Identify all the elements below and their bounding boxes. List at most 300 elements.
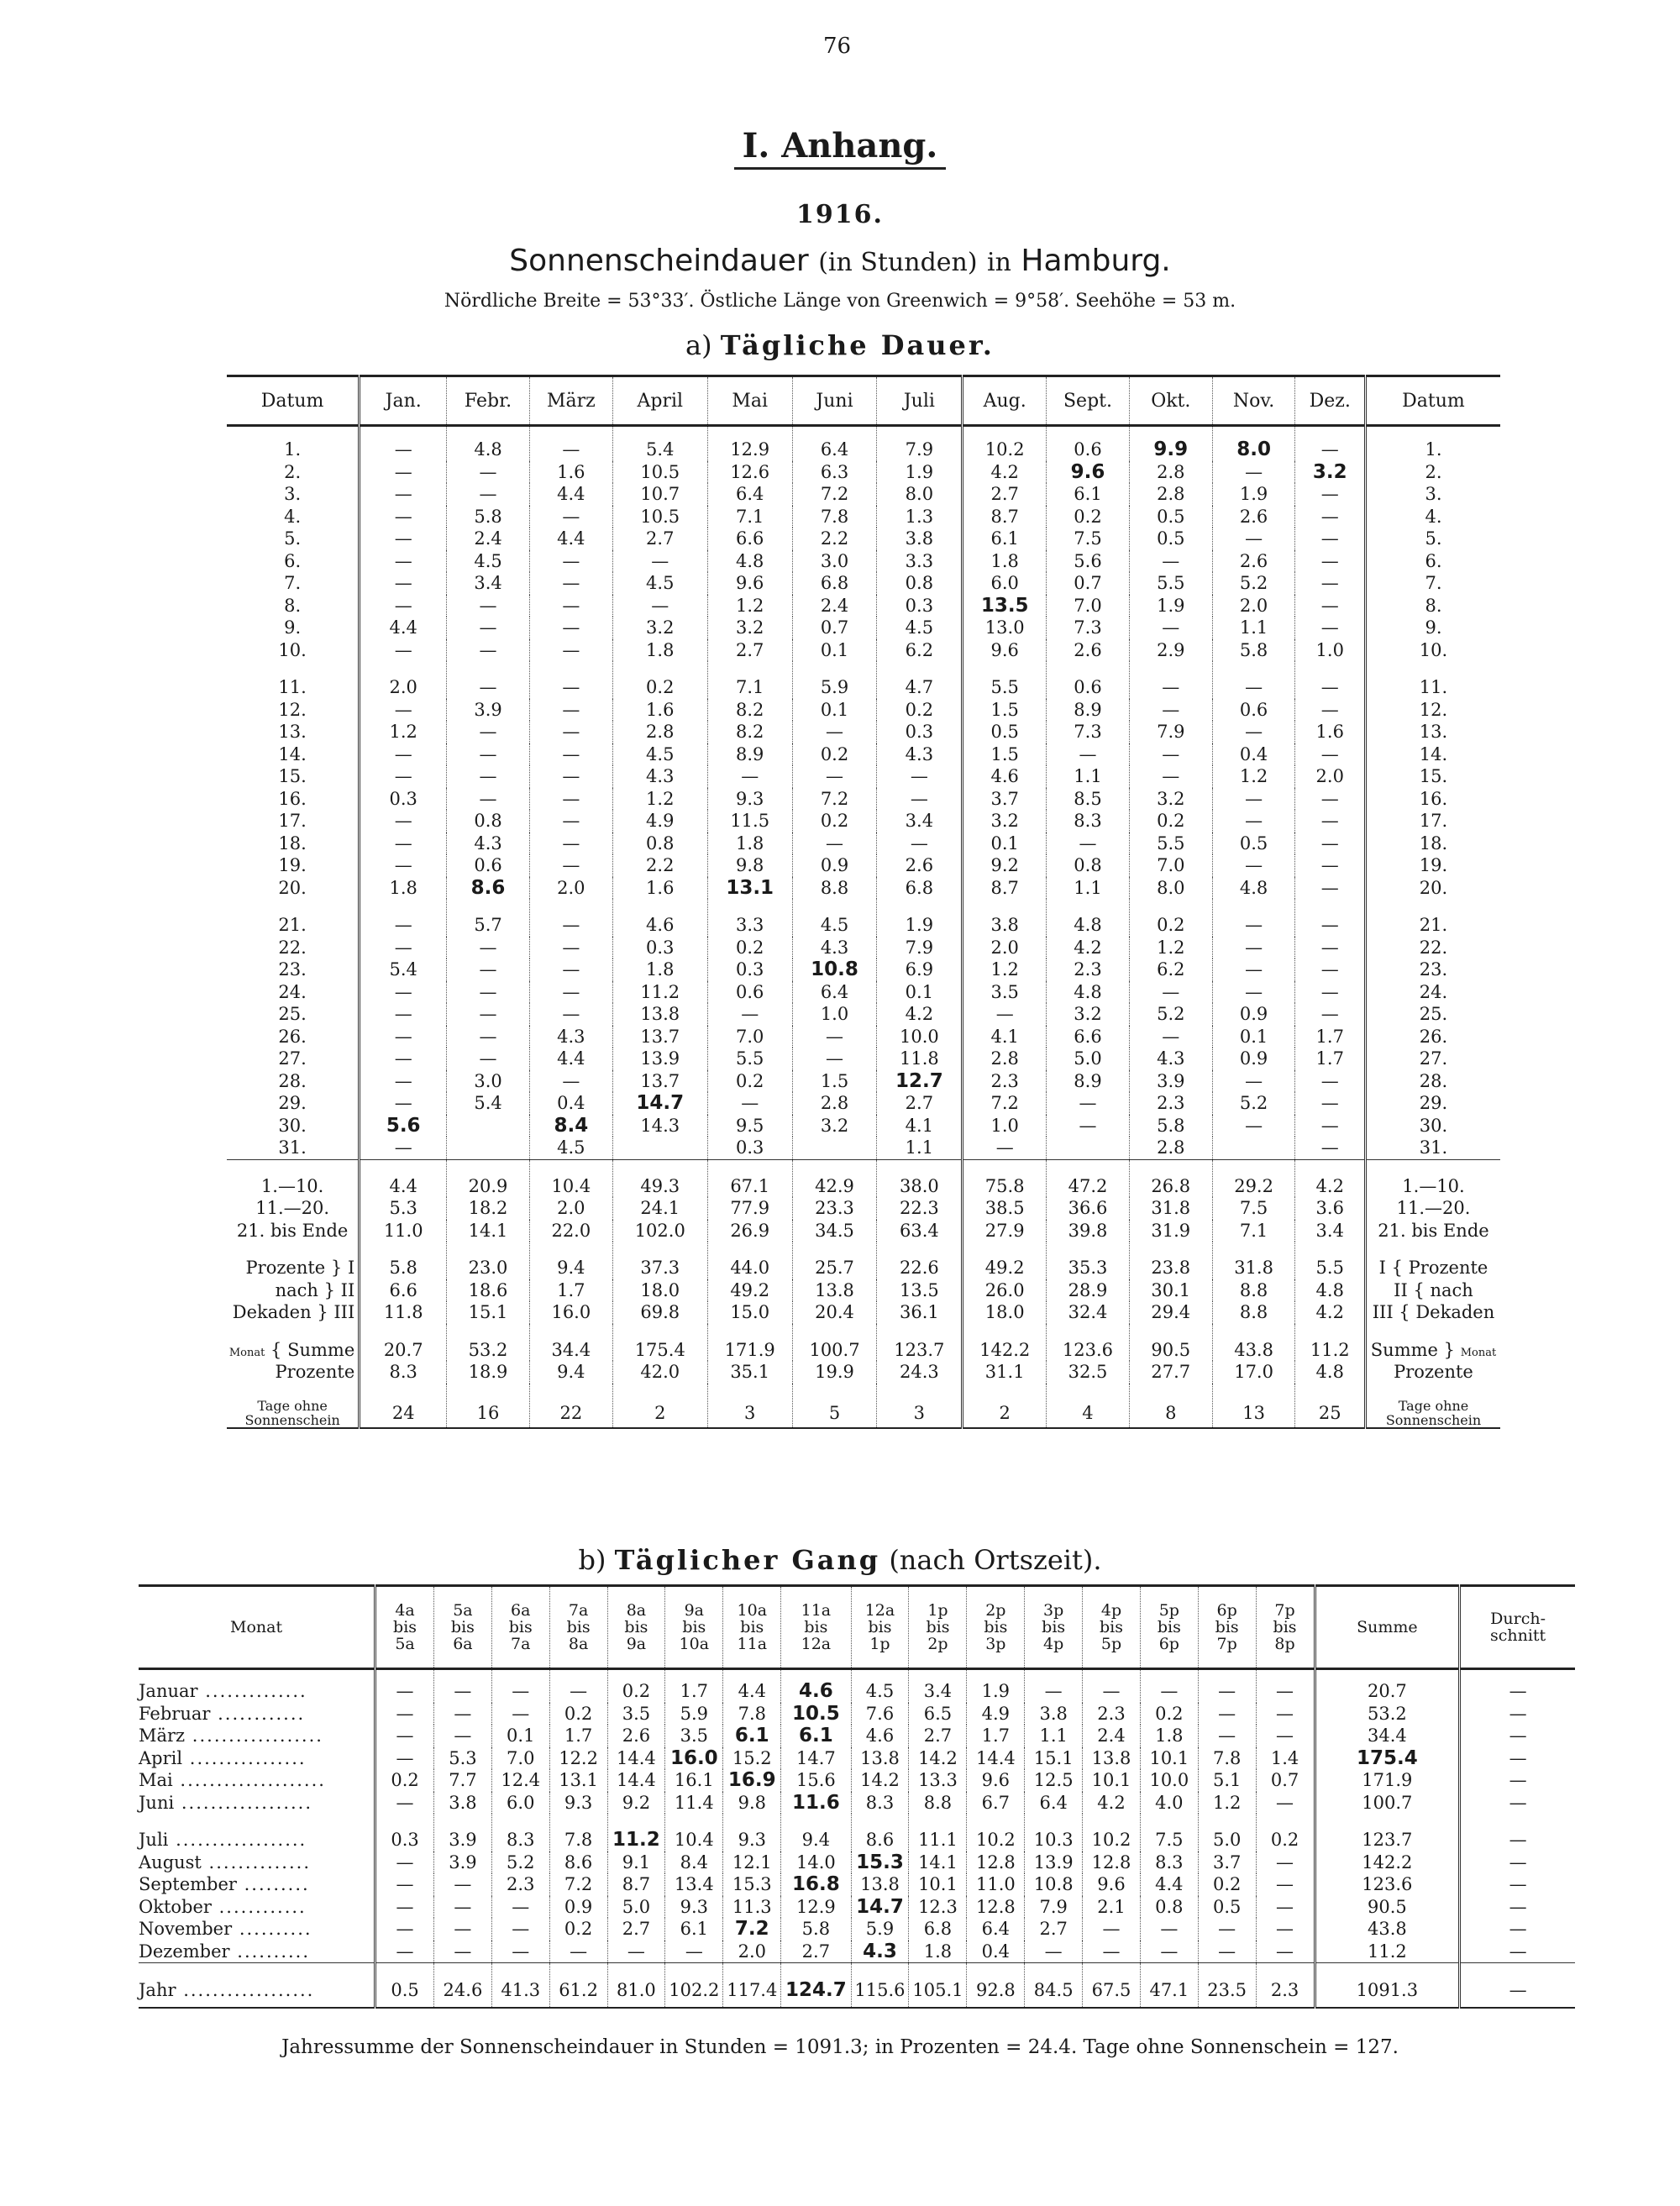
table-cell: 0.2 [549, 1703, 607, 1725]
table-cell: 22.0 [529, 1220, 612, 1242]
table-cell: 17. [278, 811, 307, 832]
table-cell: 1.8 [612, 639, 707, 662]
table-cell: 11.3 [723, 1896, 781, 1919]
table-cell: — [1129, 981, 1212, 1004]
table-cell: 11.8 [877, 1048, 963, 1070]
table-cell: 0.3 [877, 721, 963, 743]
table-cell: — [1198, 1725, 1256, 1747]
table-cell: — [529, 721, 612, 743]
table-cell: 10.8 [1025, 1873, 1083, 1896]
table-cell: 0.3 [375, 1814, 434, 1851]
monat-label: Monat [228, 1346, 265, 1359]
table-cell: — [529, 959, 612, 981]
table-row [227, 506, 1500, 528]
table-cell: 5.0 [1198, 1814, 1256, 1851]
leader-dots: ............ [210, 1703, 306, 1724]
table-cell: 2.8 [792, 1092, 877, 1115]
table-cell: 35.1 [707, 1361, 792, 1384]
table-cell: 1.2 [1198, 1792, 1256, 1815]
table-cell: 4.2 [1047, 937, 1130, 959]
table-cell: 13.1 [707, 877, 792, 900]
table-row [227, 1115, 1500, 1137]
column-header: Aug. [963, 376, 1047, 426]
table-cell: 31.1 [963, 1361, 1047, 1384]
column-header: Dez. [1295, 376, 1366, 426]
table-cell: 6.4 [1025, 1792, 1083, 1815]
table-cell: — [375, 1703, 434, 1725]
table-cell: 1.2 [963, 959, 1047, 981]
table-cell: 22 [529, 1384, 612, 1428]
table-cell: — [1295, 981, 1366, 1004]
table-cell: 6.6 [707, 528, 792, 550]
table-cell: 11.1 [909, 1814, 967, 1851]
table-cell: 21. [1366, 899, 1501, 937]
table-row [227, 699, 1500, 722]
table-cell: 7.3 [1047, 617, 1130, 639]
table-row [227, 661, 1500, 699]
row-label-num: II [1394, 1279, 1408, 1300]
table-cell: 13.1 [549, 1769, 607, 1792]
table-cell: 6.4 [707, 483, 792, 506]
table-row [139, 1896, 1575, 1919]
row-label: nach } II [275, 1279, 355, 1300]
hour-header [909, 1586, 967, 1669]
table-cell: 9.4 [781, 1814, 851, 1851]
table-cell: 0.5 [1129, 528, 1212, 550]
table-cell: 8.9 [1047, 699, 1130, 722]
table-row [227, 877, 1500, 900]
hour-header [1025, 1586, 1083, 1669]
table-cell: 5.2 [1212, 572, 1295, 595]
table-cell: 1.7 [1295, 1048, 1366, 1070]
table-cell: 1.6 [612, 877, 707, 900]
table-cell: 2.3 [491, 1873, 549, 1896]
table-cell: 32.5 [1047, 1361, 1130, 1384]
table-row [227, 721, 1500, 743]
hour-from: 4a [395, 1601, 415, 1620]
table-cell: 9.3 [549, 1792, 607, 1815]
table-cell: 3.4 [909, 1669, 967, 1703]
table-cell: — [529, 661, 612, 699]
table-cell: 7.1 [707, 661, 792, 699]
table-cell: — [529, 550, 612, 573]
table-cell: 19. [1366, 854, 1501, 877]
table-cell: 31. [1366, 1137, 1501, 1159]
table-cell: 2.0 [963, 937, 1047, 959]
table-cell: 15.1 [1025, 1747, 1083, 1770]
table-cell: 2.7 [909, 1725, 967, 1747]
table-cell: 1.7 [529, 1279, 612, 1302]
table-row [227, 426, 1500, 461]
table-cell: — [447, 721, 530, 743]
table-cell: — [375, 1792, 434, 1815]
table-cell: — [447, 1048, 530, 1070]
table-cell: 8.8 [792, 877, 877, 900]
table-cell: 34.4 [529, 1324, 612, 1362]
table-cell: 3.5 [607, 1703, 665, 1725]
hour-to: 5p [1100, 1635, 1122, 1653]
table-cell: 0.4 [1212, 743, 1295, 766]
table-cell: 6.2 [877, 639, 963, 662]
table-cell: 8.6 [447, 877, 530, 900]
table-row [227, 1092, 1500, 1115]
table-cell: 0.3 [612, 937, 707, 959]
table-cell: 9.3 [665, 1896, 723, 1919]
table-cell: — [360, 699, 447, 722]
leader-dots: .............. [201, 1851, 312, 1872]
table-cell: 14.0 [781, 1851, 851, 1874]
table-cell: 3.5 [963, 981, 1047, 1004]
table-cell: 3 [877, 1384, 963, 1428]
month-name: Jahr [139, 1980, 176, 2000]
table-cell: — [447, 661, 530, 699]
table-cell: — [529, 788, 612, 811]
table-cell: 3. [284, 484, 302, 505]
table-cell: 13.5 [963, 595, 1047, 617]
table-cell: 5.2 [1129, 1003, 1212, 1026]
avg-cell: — [1460, 1941, 1575, 1963]
table-cell: — [360, 854, 447, 877]
sum-cell: 43.8 [1315, 1918, 1460, 1941]
table-cell: — [529, 743, 612, 766]
hour-to: 7p [1216, 1635, 1237, 1653]
table-cell: — [1140, 1918, 1198, 1941]
table-row [139, 1725, 1575, 1747]
table-row [227, 854, 1500, 877]
table-cell: 0.3 [360, 788, 447, 811]
table-cell: 1.8 [707, 833, 792, 855]
hour-header [1198, 1586, 1256, 1669]
table-cell: — [360, 461, 447, 484]
table-cell: 7.0 [491, 1747, 549, 1770]
table-cell: 2.7 [612, 528, 707, 550]
table-cell: — [491, 1896, 549, 1919]
table-cell: 7.2 [792, 788, 877, 811]
table-cell: 2.3 [1256, 1963, 1315, 2009]
table-cell: 7.6 [851, 1703, 909, 1725]
table-cell: 8.6 [851, 1814, 909, 1851]
table-cell: 14.7 [851, 1896, 909, 1919]
table-cell: — [375, 1941, 434, 1963]
no-sun-row [227, 1384, 1500, 1428]
table-cell: 49.2 [963, 1242, 1047, 1279]
table-cell: 5.7 [447, 899, 530, 937]
hour-bis: bis [868, 1618, 892, 1636]
table-cell: 6.4 [792, 426, 877, 461]
table-cell: 2.4 [792, 595, 877, 617]
table-cell: 5.4 [612, 426, 707, 461]
table-cell: 21. bis Ende [1366, 1220, 1501, 1242]
hour-to: 10a [679, 1635, 710, 1653]
table-cell: 1.9 [877, 461, 963, 484]
table-cell: 4.6 [851, 1725, 909, 1747]
table-cell: 4.4 [529, 1048, 612, 1070]
table-cell: 31. [278, 1137, 307, 1158]
table-cell: 10.5 [612, 506, 707, 528]
avg-cell: — [1460, 1792, 1575, 1815]
table-cell: — [360, 528, 447, 550]
table-cell: 15.0 [707, 1301, 792, 1324]
decade-row [227, 1220, 1500, 1242]
table-cell: — [1295, 937, 1366, 959]
sum-cell: 171.9 [1315, 1769, 1460, 1792]
table-cell: 29.4 [1129, 1301, 1212, 1324]
table-cell: 8.7 [607, 1873, 665, 1896]
table-cell: 11. [1366, 661, 1501, 699]
hour-from: 6a [511, 1601, 531, 1620]
table-cell: 1.6 [612, 699, 707, 722]
table-cell: 7.9 [1129, 721, 1212, 743]
hour-bis: bis [508, 1618, 533, 1636]
table-cell: — [434, 1918, 492, 1941]
column-header: März [529, 376, 612, 426]
table-cell: 1.8 [360, 877, 447, 900]
table-cell: — [360, 981, 447, 1004]
row-label [227, 1384, 360, 1428]
sum-cell: 142.2 [1315, 1851, 1460, 1874]
table-cell: 1.4 [1256, 1747, 1315, 1770]
table-cell: — [529, 1003, 612, 1026]
table-cell: — [1295, 617, 1366, 639]
table-cell: 12.1 [723, 1851, 781, 1874]
table-cell: 6.8 [909, 1918, 967, 1941]
table-cell: 0.6 [1212, 699, 1295, 722]
hour-from: 11a [801, 1601, 832, 1620]
table-row [139, 1703, 1575, 1725]
hour-to: 7a [511, 1635, 531, 1653]
table-cell: 8.8 [1212, 1301, 1295, 1324]
table-cell: 3.2 [1047, 1003, 1130, 1026]
table-cell: — [1025, 1669, 1083, 1703]
table-cell: — [360, 639, 447, 662]
table-cell: — [1129, 699, 1212, 722]
table-cell: 4.7 [877, 661, 963, 699]
avg-cell: — [1460, 1703, 1575, 1725]
table-cell: — [360, 743, 447, 766]
sum-cell: 100.7 [1315, 1792, 1460, 1815]
table-cell: 4.3 [792, 937, 877, 959]
daily-duration-table [227, 375, 1500, 1429]
table-cell: 15.1 [447, 1301, 530, 1324]
avg-cell: — [1460, 1725, 1575, 1747]
table-cell: — [792, 721, 877, 743]
table-row [227, 595, 1500, 617]
table-cell: 27.7 [1129, 1361, 1212, 1384]
table-cell: 8.2 [707, 699, 792, 722]
row-label-right [1366, 1384, 1501, 1428]
table-cell: — [434, 1873, 492, 1896]
table-cell: 1.1 [1025, 1725, 1083, 1747]
table-cell: 25. [278, 1004, 307, 1025]
decade-row [227, 1197, 1500, 1220]
table-cell: 2.7 [877, 1092, 963, 1115]
month-label [139, 1792, 375, 1815]
table-cell: 49.3 [612, 1159, 707, 1197]
table-cell: 3.2 [707, 617, 792, 639]
table-cell: 7.5 [1212, 1197, 1295, 1220]
avg-header: Durch- [1490, 1610, 1546, 1628]
table-cell: 171.9 [707, 1324, 792, 1362]
table-cell: 9.6 [1083, 1873, 1141, 1896]
table-cell: — [1212, 661, 1295, 699]
table-cell: 7.0 [1129, 854, 1212, 877]
table-cell: 7. [284, 573, 302, 594]
table-cell: — [1295, 877, 1366, 900]
table-cell: — [360, 483, 447, 506]
table-cell: 0.2 [877, 699, 963, 722]
table-cell: 1.7 [665, 1669, 723, 1703]
table-cell: — [1212, 810, 1295, 833]
leader-dots: .................. [168, 1830, 307, 1851]
table-cell: — [447, 981, 530, 1004]
table-cell: — [1256, 1725, 1315, 1747]
table-cell: 21. [278, 915, 307, 936]
table-cell: 8.4 [529, 1115, 612, 1137]
table-cell: 1.2 [1129, 937, 1212, 959]
table-cell: 1.9 [1212, 483, 1295, 506]
table-cell: 8.3 [1047, 810, 1130, 833]
table-cell: 11. [278, 677, 307, 698]
avg-cell: — [1460, 1747, 1575, 1770]
table-cell: 22. [278, 937, 307, 958]
table-cell: 6.8 [792, 572, 877, 595]
table-cell: 0.9 [1212, 1003, 1295, 1026]
table-cell: 4.8 [1212, 877, 1295, 900]
table-cell: — [1212, 981, 1295, 1004]
table-cell: 0.8 [1140, 1896, 1198, 1919]
table-cell: 9.6 [963, 639, 1047, 662]
table-cell: 30.1 [1129, 1279, 1212, 1302]
table-cell: 8.8 [1212, 1279, 1295, 1302]
table-cell: — [792, 833, 877, 855]
table-cell: 18.2 [447, 1197, 530, 1220]
table-cell: — [1295, 854, 1366, 877]
table-cell: 10.5 [612, 461, 707, 484]
table-cell: 42.0 [612, 1361, 707, 1384]
leader-dots: .................... [172, 1770, 326, 1791]
table-cell: 1.0 [1295, 639, 1366, 662]
table-cell: — [1129, 550, 1212, 573]
table-cell: 0.6 [447, 854, 530, 877]
table-cell: 0.2 [1129, 810, 1212, 833]
hour-from: 5p [1158, 1601, 1179, 1620]
table-cell: 9.6 [707, 572, 792, 595]
table-row [227, 1137, 1500, 1159]
table-cell: 0.8 [1047, 854, 1130, 877]
table-cell: — [792, 1026, 877, 1048]
table-cell: 21. bis Ende [236, 1220, 349, 1241]
table-cell: 8 [1129, 1384, 1212, 1428]
table-cell: 5.9 [851, 1918, 909, 1941]
table-cell: 12.8 [967, 1896, 1025, 1919]
table-cell: 28. [278, 1070, 307, 1091]
table-cell: 2.7 [963, 483, 1047, 506]
table-cell: 0.2 [707, 937, 792, 959]
table-cell: — [529, 899, 612, 937]
table-cell: 4.1 [963, 1026, 1047, 1048]
hour-header [1140, 1586, 1198, 1669]
table-cell: — [1256, 1851, 1315, 1874]
table-cell: 18. [1366, 833, 1501, 855]
hour-header [1083, 1586, 1141, 1669]
avg-cell: — [1460, 1896, 1575, 1919]
table-cell: 8.3 [491, 1814, 549, 1851]
column-header: Monat [139, 1586, 375, 1669]
table-cell: — [1047, 1115, 1130, 1137]
table-cell: 18.9 [447, 1361, 530, 1384]
hour-from: 3p [1043, 1601, 1064, 1620]
leader-dots: .......... [232, 1919, 312, 1940]
table-cell: 1.1 [877, 1137, 963, 1159]
year-heading: 1916. [796, 200, 884, 229]
table-cell: — [375, 1896, 434, 1919]
table-cell: 7.2 [723, 1918, 781, 1941]
table-cell: — [1212, 1115, 1295, 1137]
table-cell: 5.8 [447, 506, 530, 528]
table-cell: 26.9 [707, 1220, 792, 1242]
hour-header [851, 1586, 909, 1669]
column-header: Mai [707, 376, 792, 426]
table-cell: 16.9 [723, 1769, 781, 1792]
table-cell: — [1129, 661, 1212, 699]
table-cell: — [434, 1703, 492, 1725]
table-cell: — [612, 550, 707, 573]
avg-cell: — [1460, 1669, 1575, 1703]
table-cell: — [1047, 1092, 1130, 1115]
table-cell: 0.9 [549, 1896, 607, 1919]
table-cell: 11.0 [967, 1873, 1025, 1896]
table-cell: 13.7 [612, 1026, 707, 1048]
table-cell: 12.2 [549, 1747, 607, 1770]
table-cell: — [360, 1003, 447, 1026]
table-cell: 12.3 [909, 1896, 967, 1919]
table-cell: 1.2 [360, 721, 447, 743]
leader-dots: .......... [229, 1941, 311, 1962]
table-cell: 18.0 [963, 1301, 1047, 1324]
leader-dots: .................. [185, 1725, 323, 1746]
table-cell: 5.8 [1129, 1115, 1212, 1137]
table-cell: 11.—20. [255, 1198, 330, 1219]
table-cell [1212, 1137, 1295, 1159]
row-label-text: Prozente [245, 1258, 326, 1279]
table-cell: 3.9 [434, 1851, 492, 1874]
table-cell: 1.3 [877, 506, 963, 528]
row-label-right: I { Prozente [1366, 1242, 1501, 1279]
page-number: 76 [823, 34, 852, 59]
hour-header [665, 1586, 723, 1669]
table-cell: — [360, 765, 447, 788]
table-cell: 6.4 [967, 1918, 1025, 1941]
table-cell: 0.5 [1212, 833, 1295, 855]
avg-header: schnitt [1489, 1626, 1546, 1645]
hour-bis: bis [450, 1618, 475, 1636]
table-cell: — [447, 483, 530, 506]
table-cell: 0.7 [1047, 572, 1130, 595]
month-label [139, 1851, 375, 1874]
table-cell: — [1083, 1941, 1141, 1963]
table-cell: 10.8 [792, 959, 877, 981]
table-cell: 9.9 [1129, 426, 1212, 461]
table-cell: 2.6 [1212, 550, 1295, 573]
table-cell: — [491, 1918, 549, 1941]
table-cell: 12.9 [781, 1896, 851, 1919]
month-label [139, 1918, 375, 1941]
table-cell: 14.2 [851, 1769, 909, 1792]
table-cell: 7.5 [1047, 528, 1130, 550]
table-cell: 1.9 [967, 1669, 1025, 1703]
table-cell: 6. [1366, 550, 1501, 573]
table-cell: 10.3 [1025, 1814, 1083, 1851]
